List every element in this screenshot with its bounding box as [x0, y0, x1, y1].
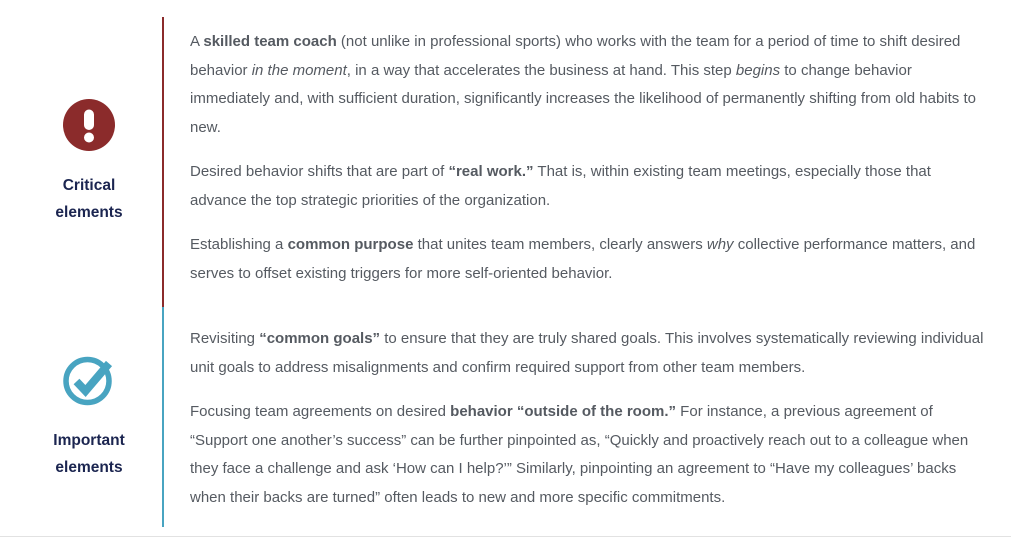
text-segment: to ensure that they are truly shared goals. This involves systematically reviewing individual unit goals to address misalignments and confirm required support from other team members. [190, 330, 984, 376]
critical-elements-legend [0, 17, 162, 307]
important-elements-text [162, 307, 1011, 527]
text-segment: common purpose [287, 236, 414, 253]
text-segment: (not unlike in professional sports) who works with the team for a period of time to shift desired behavior [190, 33, 961, 79]
exclamation-circle-icon [63, 99, 115, 151]
text-segment: behavior “outside of the room.” [450, 403, 677, 420]
text-segment: that unites team members, clearly answers [413, 236, 707, 253]
section-important-elements [0, 307, 1011, 527]
important-elements-legend [0, 307, 162, 527]
paragraph [190, 158, 991, 215]
text-segment: begins [735, 61, 781, 79]
text-segment: to change behavior immediately and, with sufficient duration, significantly increases the likelihood of permanently shifting from old habits to new. [190, 61, 976, 136]
check-circle-icon [63, 354, 115, 406]
important-elements-label: Important elements [53, 431, 125, 476]
text-segment: Establishing a [190, 236, 288, 253]
text-segment: “real work.” [448, 163, 534, 180]
text-segment: collective performance matters, and serves to offset existing triggers for more self-oriented behavior. [190, 236, 976, 282]
text-segment: For instance, a previous agreement of “Support one another’s success” can be further pinpointed as, “Quickly and proactively reach out to a colleague when they face a challenge and ask ‘How can I help?’” Similarly, pinpointing an agreement to “Have my colleagues’ backs when their backs are turned” often leads to new and more specific commitments. [190, 403, 969, 506]
paragraph [190, 398, 991, 512]
paragraph [190, 231, 991, 288]
critical-elements-text [162, 17, 1011, 307]
critical-elements-label: Critical elements [55, 176, 123, 221]
paragraph [190, 325, 991, 382]
text-segment: skilled team coach [203, 33, 337, 50]
bottom-divider [0, 536, 1011, 537]
section-critical-elements [0, 17, 1011, 307]
text-segment: in the moment [251, 61, 347, 79]
text-segment: Revisiting [190, 330, 260, 347]
text-segment: “common goals” [259, 330, 381, 347]
text-segment: That is, within existing team meetings, especially those that advance the top strategic priorities of the organization. [190, 163, 931, 209]
text-segment: why [706, 236, 734, 253]
paragraph [190, 28, 991, 142]
text-segment: , in a way that accelerates the business at hand. This step [346, 61, 736, 79]
text-segment: Desired behavior shifts that are part of [190, 163, 449, 180]
text-segment: A [190, 33, 204, 50]
text-segment: Focusing team agreements on desired [190, 403, 451, 420]
